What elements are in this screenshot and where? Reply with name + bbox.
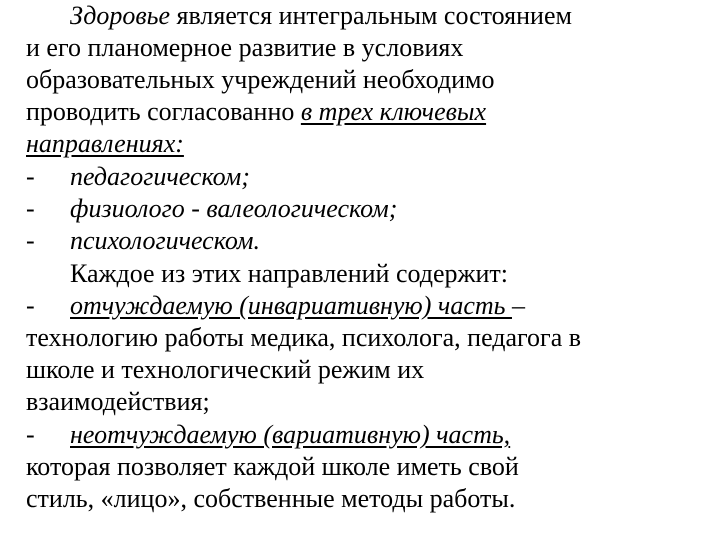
paragraph1-line5: направлениях: <box>26 129 184 158</box>
key-directions-emphasis: в трех ключевых <box>300 97 487 126</box>
paragraph1-line1-rest: является интегральным состоянием <box>170 1 572 30</box>
direction-3-dash: - <box>26 226 35 255</box>
direction-2-dash: - <box>26 194 35 223</box>
health-term: Здоровье <box>70 1 171 30</box>
paragraph1-line2: и его планомерное развитие в условиях <box>26 33 464 62</box>
part1-line2: технологию работы медика, психолога, педагога в <box>26 323 582 352</box>
part1-line1-rest: – <box>511 291 525 320</box>
part1-line1 <box>70 290 525 322</box>
part1-dash: - <box>26 291 35 320</box>
direction-3: психологическом. <box>70 226 260 255</box>
part2-line2: которая позволяет каждой школе иметь свой <box>26 452 519 481</box>
paragraph1-line4-plain: проводить согласованно <box>26 97 301 126</box>
paragraph1-line4 <box>26 96 486 128</box>
paragraph1-line1 <box>70 0 572 32</box>
part2-line3: стиль, «лицо», собственные методы работы. <box>26 484 516 513</box>
part1-line4: взаимодействия; <box>26 387 210 416</box>
invariant-part-emphasis: отчуждаемую (инвариативную) часть <box>70 291 512 320</box>
paragraph1-line3: образовательных учреждений необходимо <box>26 65 495 94</box>
direction-1-dash: - <box>26 162 35 191</box>
part1-line3: школе и технологический режим их <box>26 355 425 384</box>
direction-1: педагогическом; <box>70 162 250 191</box>
direction-2: физиолого - валеологическом; <box>70 194 398 223</box>
variant-part-emphasis: неотчуждаемую (вариативную) часть, <box>70 420 511 449</box>
part2-dash: - <box>26 420 35 449</box>
paragraph2-line1: Каждое из этих направлений содержит: <box>70 259 508 288</box>
